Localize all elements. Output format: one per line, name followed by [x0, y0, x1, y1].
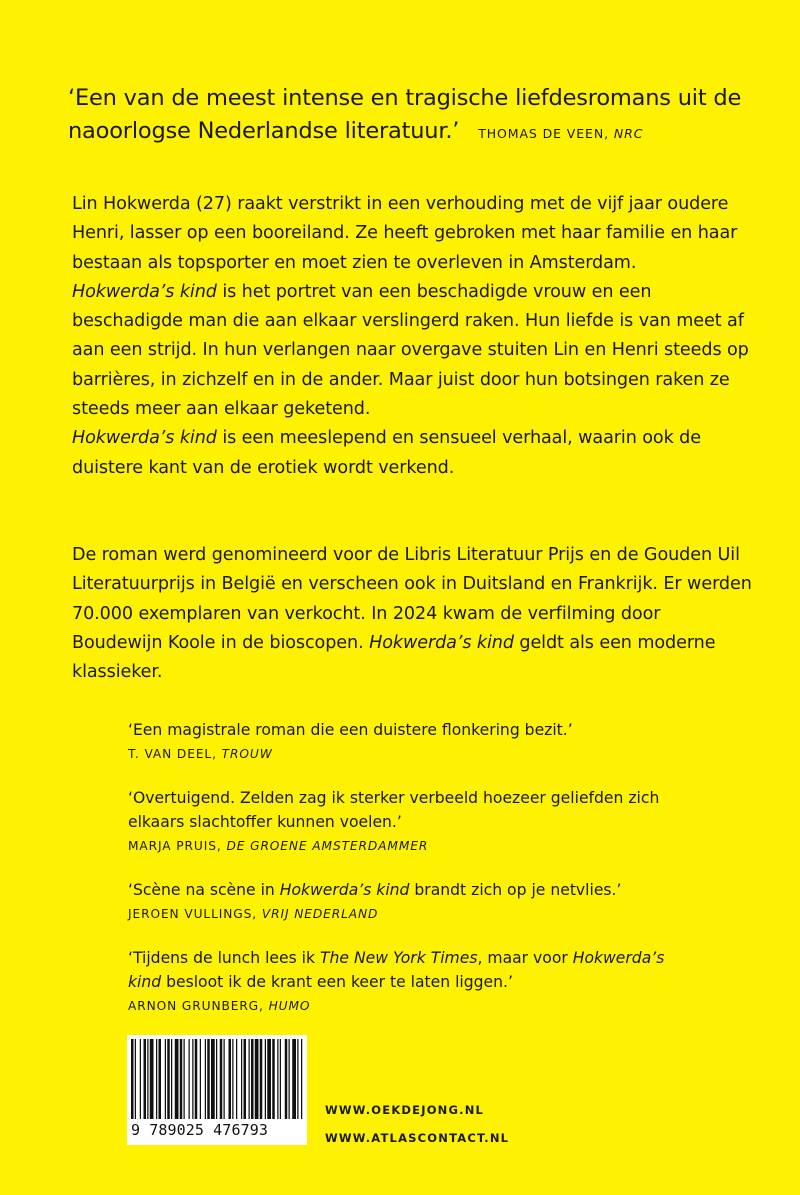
barcode-bar — [292, 1039, 296, 1119]
review-quote — [128, 718, 688, 764]
barcode-bar — [144, 1039, 147, 1119]
publication-info — [72, 541, 752, 687]
review-quote-text — [128, 946, 688, 994]
barcode-bar — [249, 1039, 250, 1119]
barcode-bar — [232, 1039, 233, 1119]
review-quote-text-part: brandt zich op je netvlies.’ — [409, 881, 622, 899]
barcode-bar — [175, 1039, 179, 1119]
review-quote-text-part: besloot ik de krant een keer te laten liggen.’ — [161, 973, 513, 991]
newspaper-title: The New York Times — [320, 949, 478, 967]
website-oekdejong[interactable]: WWW.OEKDEJONG.NL — [325, 1103, 485, 1117]
barcode-bar — [135, 1039, 136, 1119]
barcode-bar — [211, 1039, 215, 1119]
review-source-name: JEROEN VULLINGS, — [128, 907, 258, 921]
barcode-bar — [200, 1039, 201, 1119]
lead-quote-source-pub: NRC — [613, 126, 644, 141]
barcode-bar — [267, 1039, 271, 1119]
review-quote-text-part: , maar voor — [477, 949, 573, 967]
review-source-pub: VRIJ NEDERLAND — [261, 907, 379, 921]
review-quote — [128, 878, 688, 924]
blurb-paragraph-2-text: is het portret van een beschadigde vrouw en een beschadigde man die aan elkaar verslingerd raken. Hun liefde is van meet af aan een strijd. In hun verlangen naar overgave stuiten Lin en Henri steeds op barrières, in zichzelf en in de ander. Maar juist door hun botsingen raken ze steeds meer aan elkaar geketend. — [72, 281, 749, 420]
barcode-bar — [189, 1039, 190, 1119]
blurb — [72, 190, 752, 483]
barcode-bar — [236, 1039, 237, 1119]
barcode-bar — [285, 1039, 288, 1119]
barcode-bar — [244, 1039, 247, 1119]
book-title: Hokwerda’s kind — [279, 881, 410, 899]
barcode-bar — [165, 1039, 166, 1119]
barcode-bar — [260, 1039, 263, 1119]
review-quote — [128, 786, 688, 856]
review-quote-text — [128, 878, 688, 902]
barcode-bar — [207, 1039, 210, 1119]
barcode-bar — [220, 1039, 223, 1119]
review-quote-source — [128, 744, 688, 764]
isbn-digits: 9 789025 476793 — [131, 1121, 268, 1139]
barcode-bar — [140, 1039, 141, 1119]
publication-info-text-2: geldt als een moderne klassieker. — [72, 632, 716, 683]
review-quote-source — [128, 836, 688, 856]
barcode-bar — [156, 1039, 157, 1119]
barcode-bar — [150, 1039, 154, 1119]
review-quote-text: ‘Overtuigend. Zelden zag ik sterker verbeeld hoezeer geliefden zich elkaars slachtoffer kunnen voelen.’ — [128, 789, 660, 831]
barcode-bar — [301, 1039, 302, 1119]
barcode-bar — [195, 1039, 198, 1119]
barcode-bar — [147, 1039, 148, 1119]
review-source-pub: TROUW — [221, 747, 273, 761]
barcode-bar — [171, 1039, 172, 1119]
lead-quote-source — [478, 126, 643, 141]
barcode-bar — [251, 1039, 254, 1119]
barcode-bar — [272, 1039, 275, 1119]
barcode-bar — [277, 1039, 278, 1119]
blurb-paragraph-2 — [72, 278, 752, 424]
blurb-paragraph-1: Lin Hokwerda (27) raakt verstrikt in een verhouding met de vijf jaar oudere Henri, lasser op een booreiland. Ze heeft gebroken met haar familie en haar bestaan als topsporter en moet zien te overleven in Amsterdam. — [72, 194, 738, 273]
review-source-pub: DE GROENE AMSTERDAMMER — [226, 839, 429, 853]
review-source-name: ARNON GRUNBERG, — [128, 999, 264, 1013]
review-quote-source — [128, 996, 688, 1016]
review-quote — [128, 946, 688, 1016]
barcode-bar — [131, 1039, 134, 1119]
barcode-bar — [216, 1039, 217, 1119]
review-quotes — [128, 718, 688, 1038]
review-source-pub: HUMO — [268, 999, 311, 1013]
isbn-barcode — [127, 1035, 307, 1145]
barcode-bars — [131, 1039, 303, 1119]
book-title: Hokwerda’s kind — [72, 281, 217, 302]
book-title: Hokwerda’s kind — [369, 632, 514, 653]
review-quote-source — [128, 904, 688, 924]
book-title: Hokwerda’s kind — [128, 949, 665, 991]
publication-info-paragraph — [72, 541, 752, 687]
lead-quote-source-name: THOMAS DE VEEN, — [478, 126, 609, 141]
barcode-bar — [289, 1039, 290, 1119]
review-source-name: T. VAN DEEL, — [128, 747, 217, 761]
barcode-bar — [255, 1039, 259, 1119]
review-quote-text-part: ‘Tijdens de lunch lees ik — [128, 949, 321, 967]
barcode-bar — [192, 1039, 193, 1119]
publication-info-text-1: De roman werd genomineerd voor de Libris Literatuur Prijs en de Gouden Uil Literatuurprijs in België en verscheen ook in Duitsland en Frankrijk. Er werden 70.000 exemplaren van verkocht. In 2024 kwam de verfilming door Boudewijn Koole in de bioscopen. — [72, 545, 752, 653]
barcode-bar — [297, 1039, 298, 1119]
barcode-bar — [205, 1039, 206, 1119]
lead-quote — [68, 82, 748, 150]
review-quote-text-part: ‘Scène na scène in — [128, 881, 280, 899]
barcode-bar — [180, 1039, 183, 1119]
barcode-bar — [224, 1039, 225, 1119]
barcode-bar — [159, 1039, 162, 1119]
book-title: Hokwerda’s kind — [72, 428, 217, 449]
review-quote-text: ‘Een magistrale roman die een duistere flonkering bezit.’ — [128, 721, 573, 739]
barcode-bar — [241, 1039, 242, 1119]
review-source-name: MARJA PRUIS, — [128, 839, 222, 853]
barcode-bar — [167, 1039, 170, 1119]
barcode-bar — [265, 1039, 266, 1119]
blurb-paragraph-3-text: is een meeslepend en sensueel verhaal, waarin ook de duistere kant van de erotiek wordt verkend. — [72, 428, 701, 478]
barcode-bar — [229, 1039, 232, 1119]
website-atlascontact[interactable]: WWW.ATLASCONTACT.NL — [325, 1131, 510, 1145]
barcode-bar — [184, 1039, 185, 1119]
websites — [325, 1096, 509, 1152]
barcode-bar — [280, 1039, 281, 1119]
lead-quote-text: ‘Een van de meest intense en tragische liefdesromans uit de naoorlogse Nederlandse literatuur.’ — [68, 85, 742, 144]
blurb-paragraph-3 — [72, 424, 752, 483]
